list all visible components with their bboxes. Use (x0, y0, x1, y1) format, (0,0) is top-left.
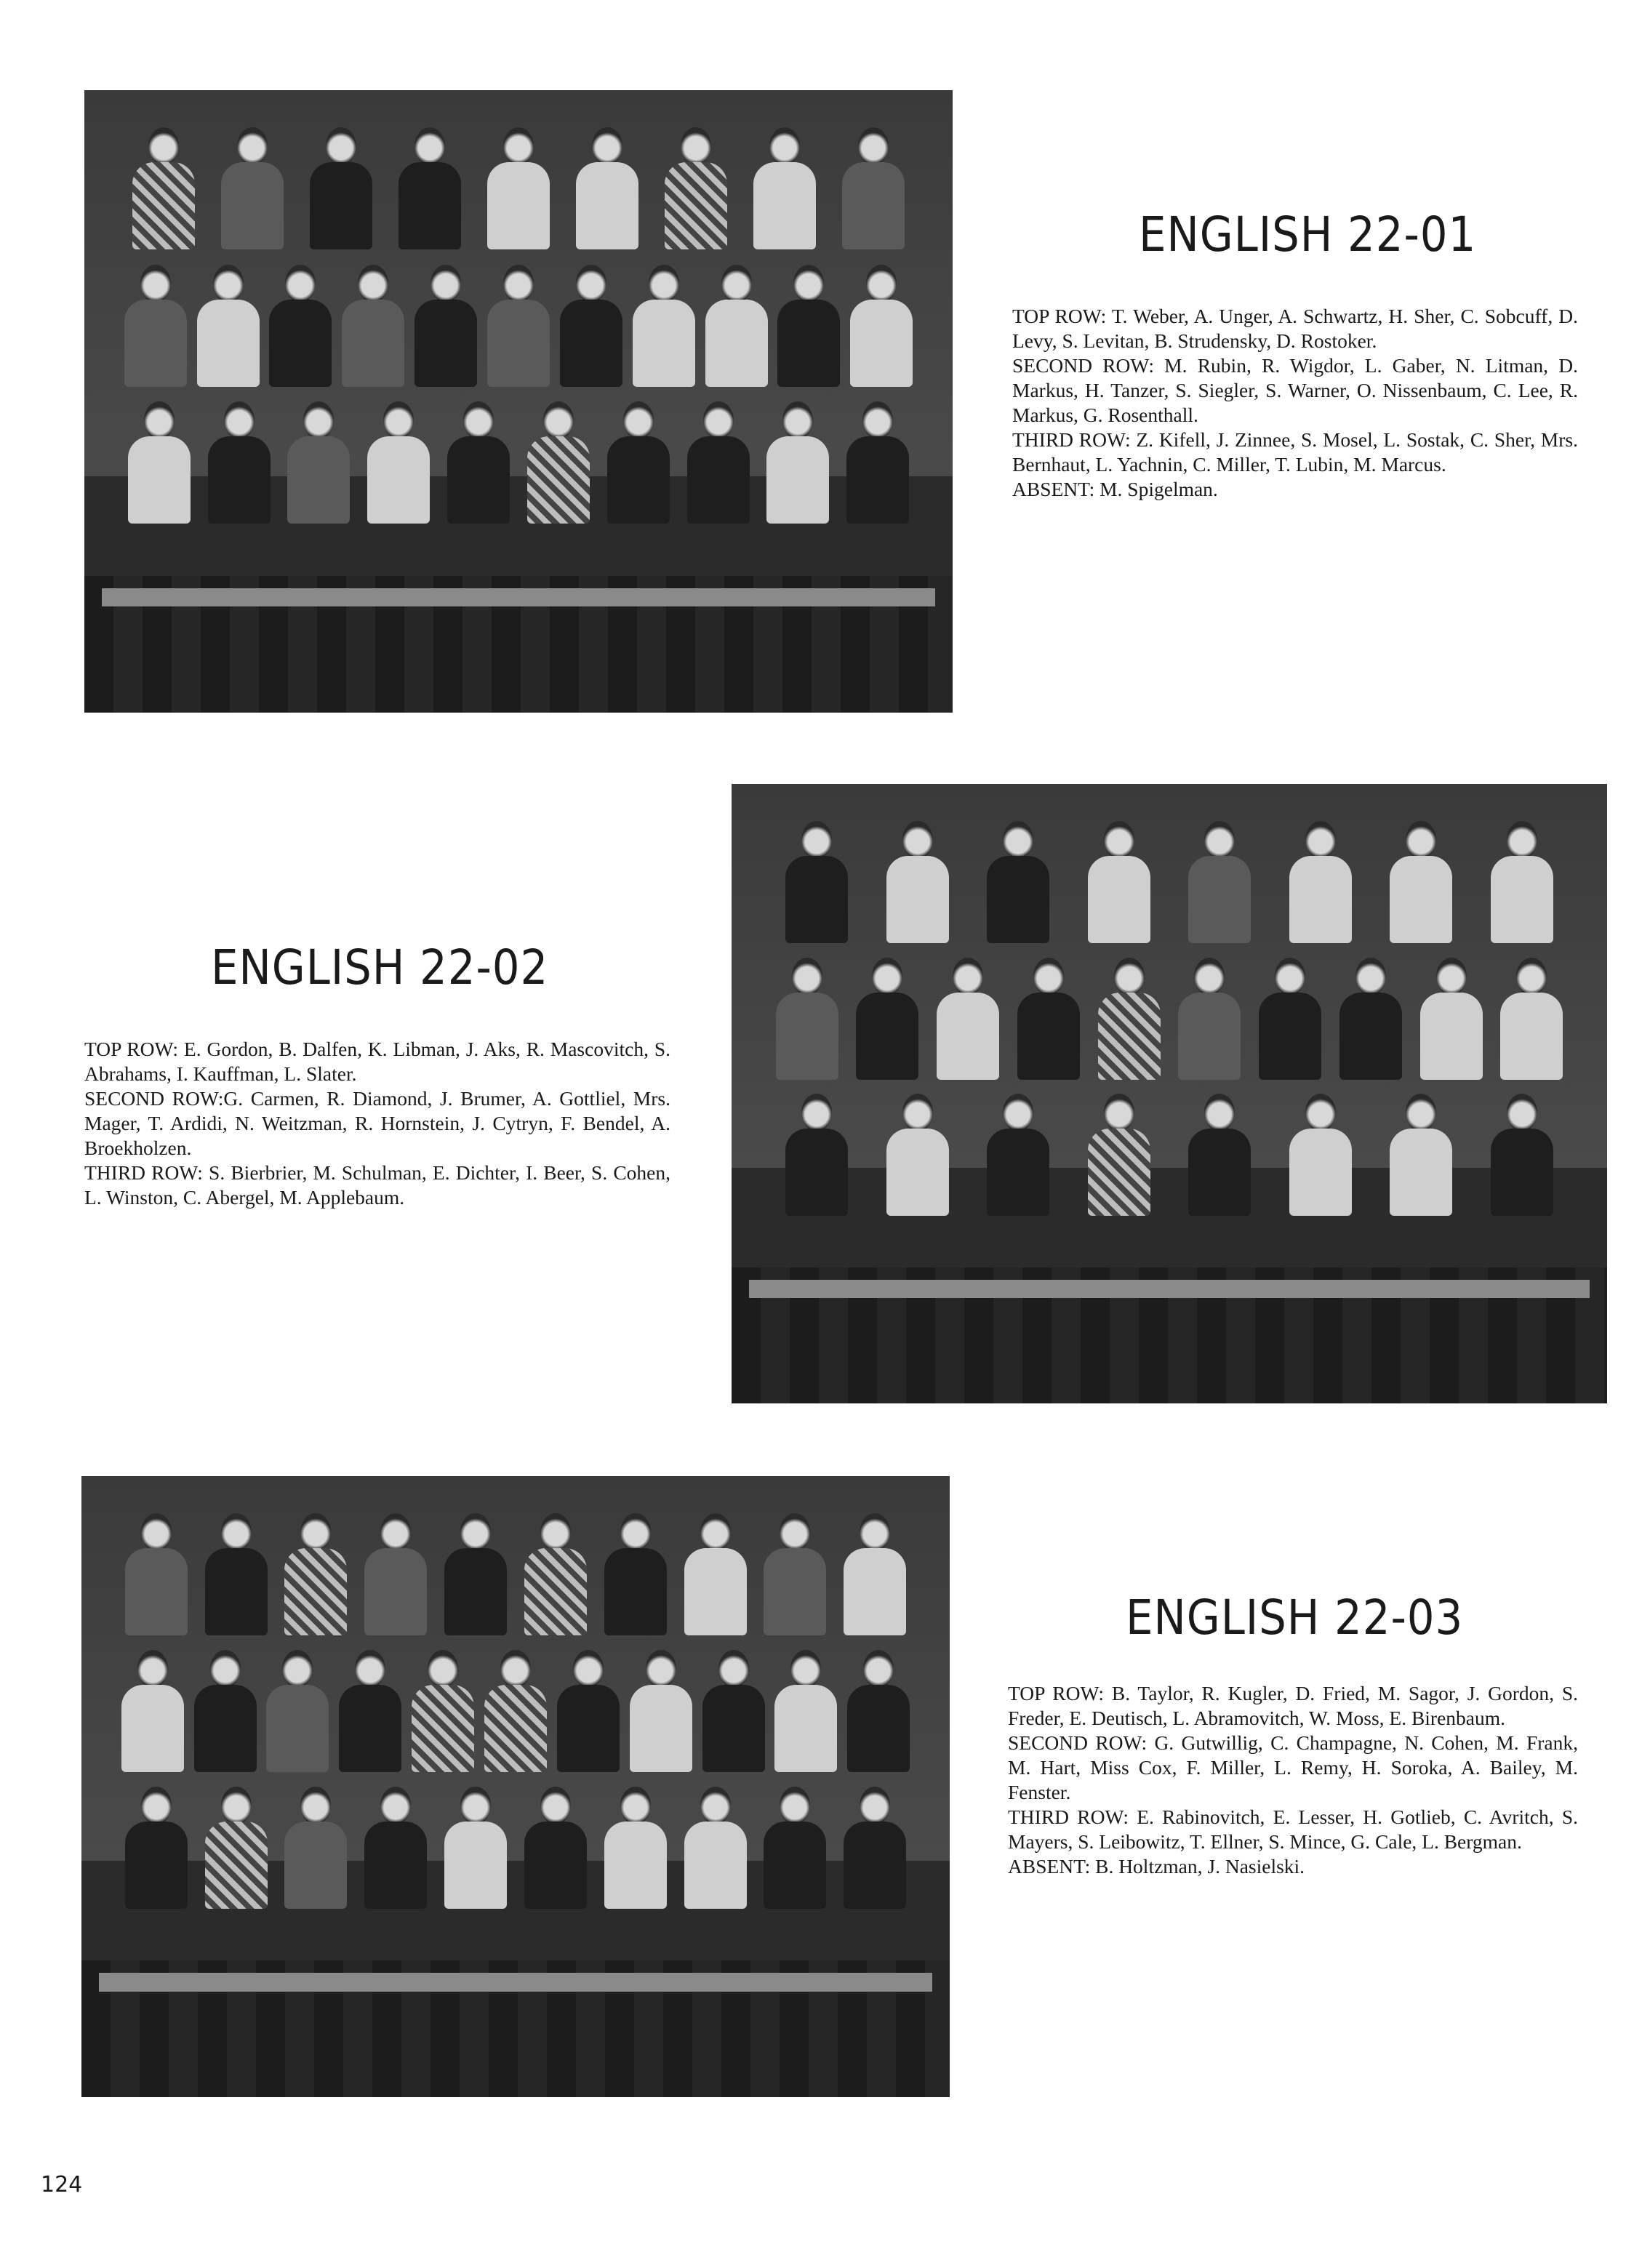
caption-top-row: TOP ROW: T. Weber, A. Unger, A. Schwartz, H. Sher, C. Sobcuff, D. Levy, S. Levitan, B. Strudensky, D. Rostoker. (1012, 305, 1578, 352)
caption-absent: ABSENT: M. Spigelman. (1012, 478, 1218, 500)
caption-absent: ABSENT: B. Holtzman, J. Nasielski. (1008, 1855, 1305, 1878)
caption-english-22-01 (1012, 304, 1578, 502)
page-number: 124 (41, 2172, 83, 2197)
caption-second-row: SECOND ROW: G. Gutwillig, C. Champagne, N. Cohen, M. Frank, M. Hart, Miss Cox, F. Miller, L. Remy, H. Soroka, A. Bailey, M. Fenster. (1008, 1731, 1578, 1803)
caption-english-22-03 (1008, 1681, 1578, 1879)
caption-top-row: TOP ROW: B. Taylor, R. Kugler, D. Fried, M. Sagor, J. Gordon, S. Freder, E. Deutisch, L. Abramovitch, W. Moss, E. Birenbaum. (1008, 1682, 1578, 1729)
class-photo-english-22-01 (84, 90, 953, 713)
class-photo-english-22-02 (732, 784, 1607, 1403)
caption-third-row: THIRD ROW: E. Rabinovitch, E. Lesser, H. Gotlieb, C. Avritch, S. Mayers, S. Leibowitz, T. Ellner, S. Mince, G. Cale, L. Bergman. (1008, 1806, 1578, 1853)
class-photo-english-22-03 (81, 1476, 950, 2097)
caption-english-22-02 (84, 1037, 670, 1210)
caption-third-row: THIRD ROW: S. Bierbrier, M. Schulman, E. Dichter, I. Beer, S. Cohen, L. Winston, C. Abergel, M. Applebaum. (84, 1161, 670, 1209)
caption-top-row: TOP ROW: E. Gordon, B. Dalfen, K. Libman, J. Aks, R. Mascovitch, S. Abrahams, I. Kauffman, L. Slater. (84, 1038, 670, 1085)
caption-second-row: SECOND ROW: M. Rubin, R. Wigdor, L. Gaber, N. Litman, D. Markus, H. Tanzer, S. Siegler, S. Warner, O. Nissenbaum, C. Lee, R. Markus, G. Rosenthall. (1012, 354, 1578, 426)
caption-third-row: THIRD ROW: Z. Kifell, J. Zinnee, S. Mosel, L. Sostak, C. Sher, Mrs. Bernhaut, L. Yachnin, C. Miller, T. Lubin, M. Marcus. (1012, 428, 1578, 476)
section-heading-english-22-03: ENGLISH 22-03 (1126, 1590, 1464, 1646)
section-heading-english-22-02: ENGLISH 22-02 (211, 939, 549, 995)
caption-second-row: SECOND ROW:G. Carmen, R. Diamond, J. Brumer, A. Gottliel, Mrs. Mager, T. Ardidi, N. Weitzman, R. Hornstein, J. Cytryn, F. Bendel, A. Broekholzen. (84, 1087, 670, 1159)
section-heading-english-22-01: ENGLISH 22-01 (1139, 207, 1477, 263)
